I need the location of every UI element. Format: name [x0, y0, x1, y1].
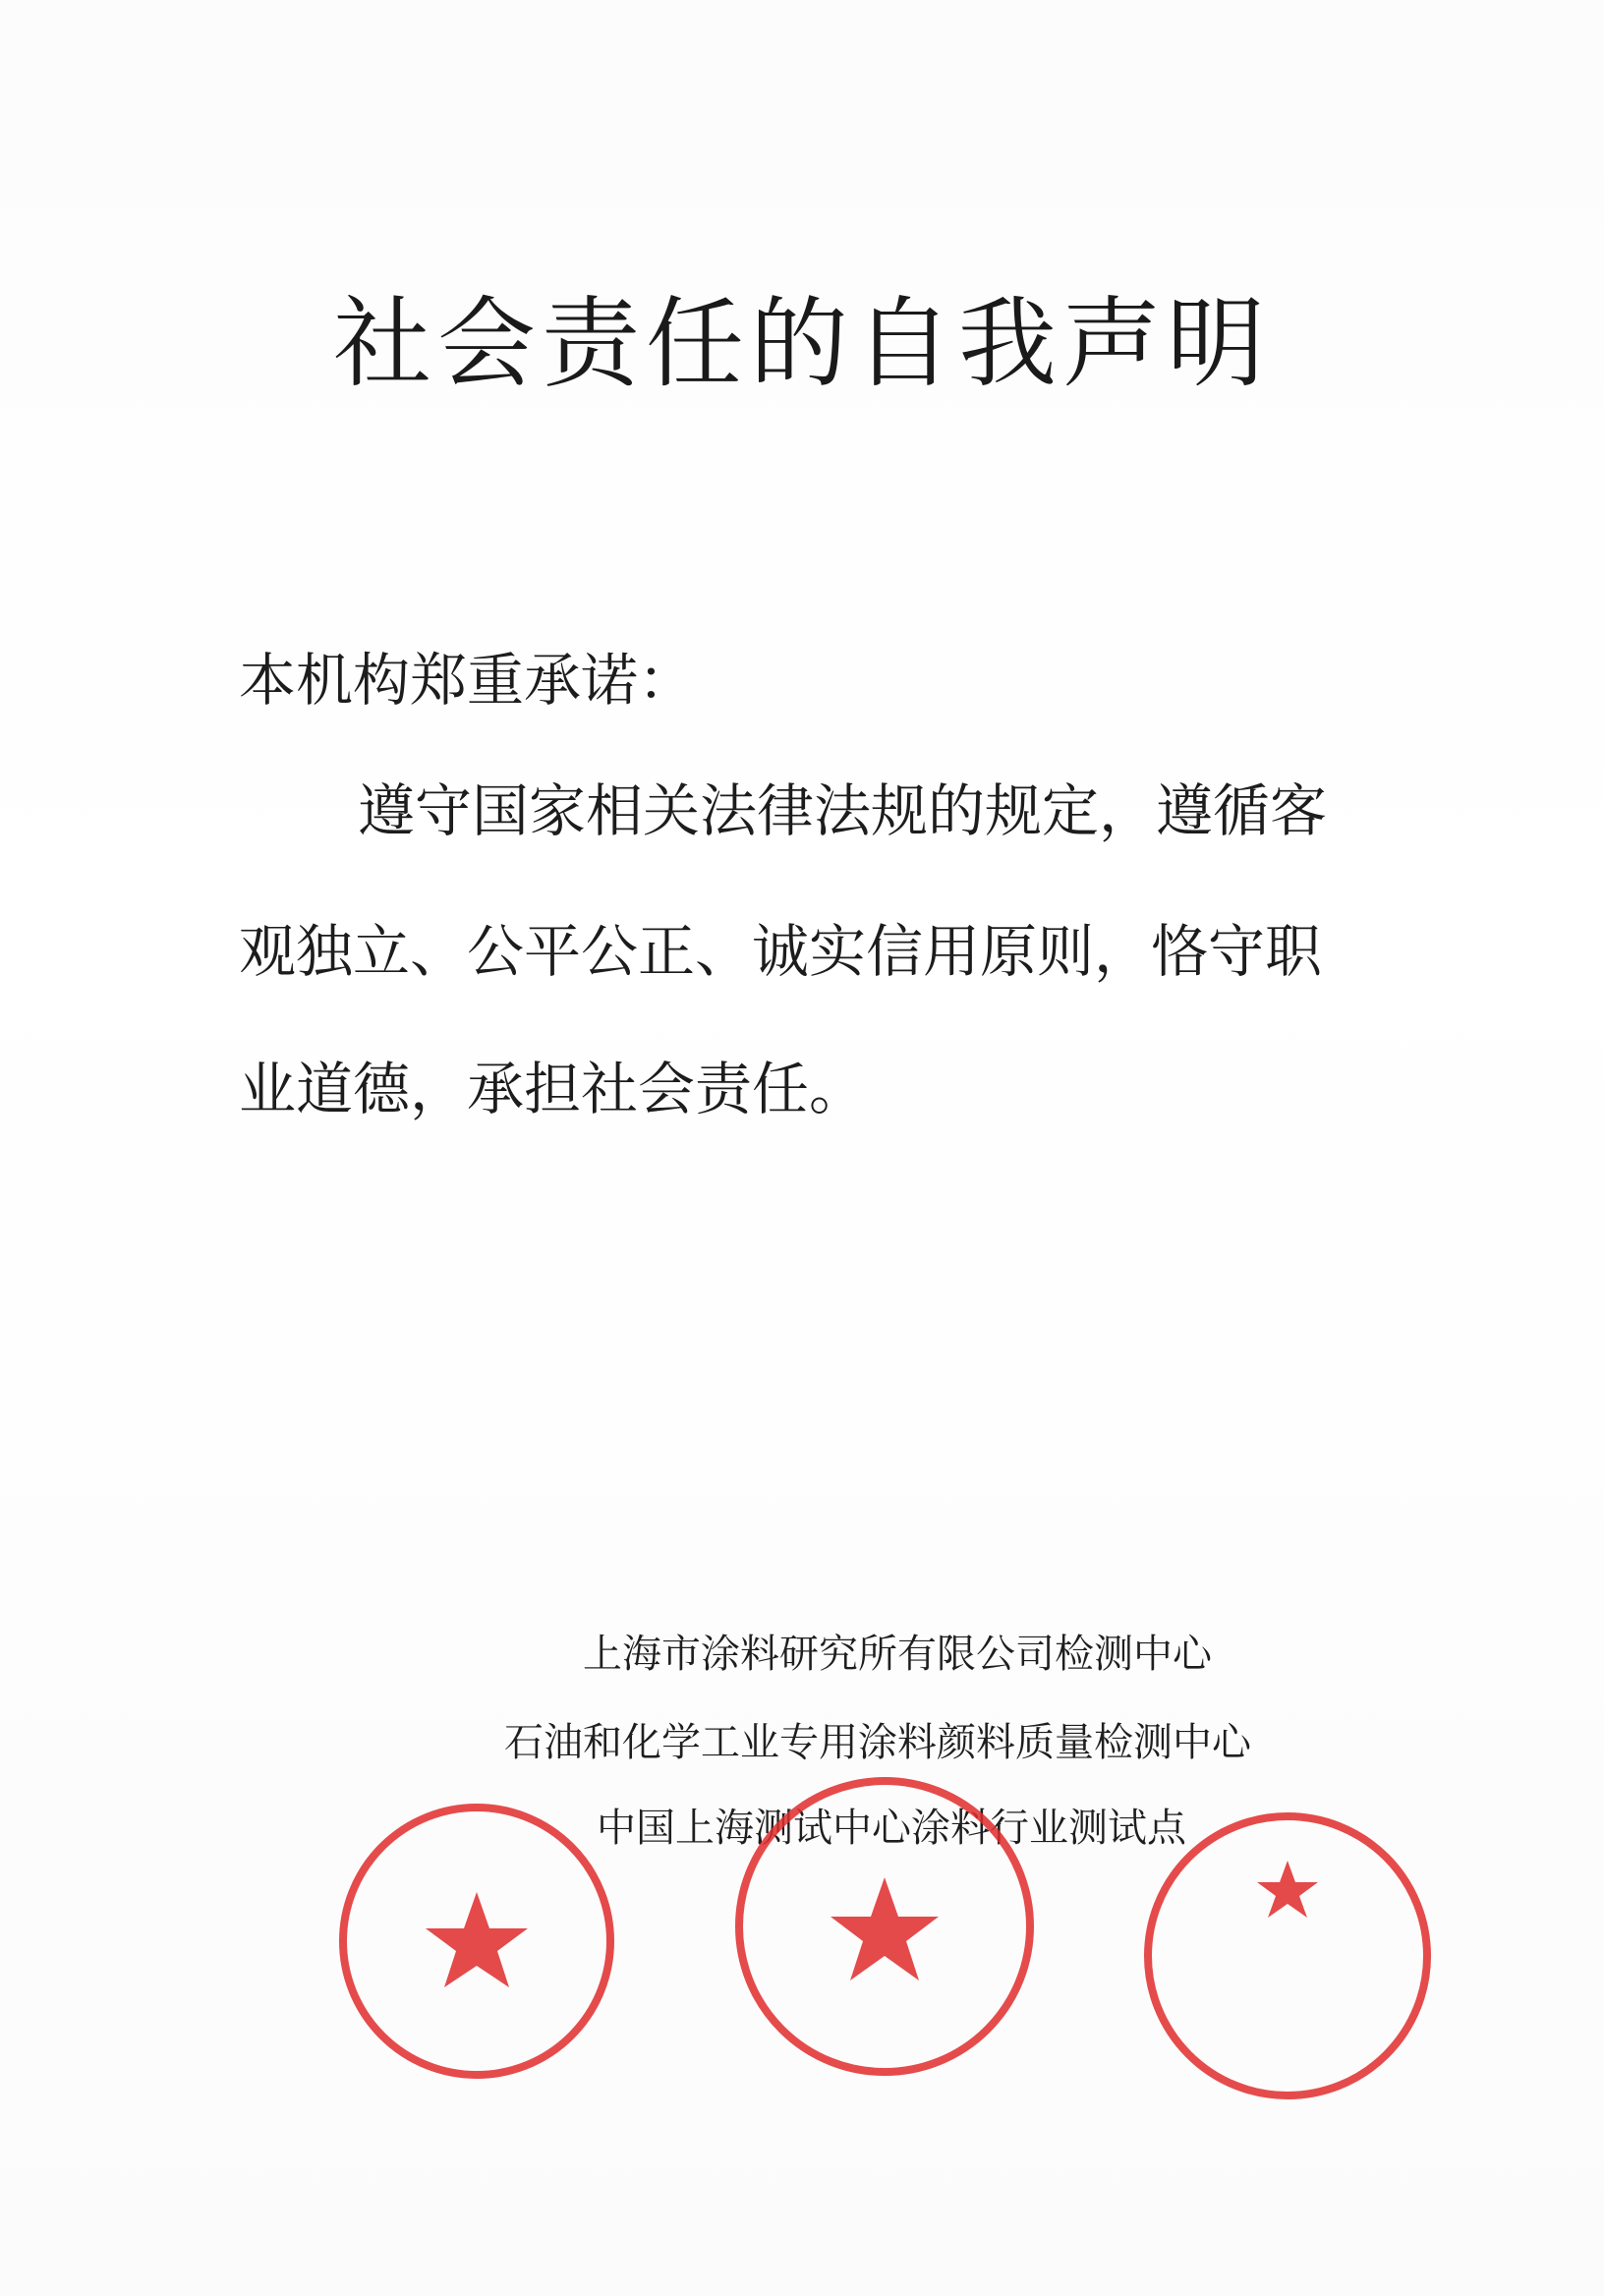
- star-icon: [1257, 1861, 1318, 1918]
- pledge-line-3: 业道德，承担社会责任。: [239, 1056, 867, 1122]
- signature-org-2: 石油和化学工业专用涂料颜料质量检测中心: [504, 1720, 1251, 1765]
- document-title: 社会责任的自我声明: [333, 286, 1271, 401]
- star-icon: [831, 1877, 939, 1980]
- pledge-line-2: 观独立、公平公正、诚实信用原则，恪守职: [239, 918, 1323, 985]
- seal-3: [1148, 1816, 1427, 2095]
- pledge-line-1: 遵守国家相关法律法规的规定，遵循客: [358, 777, 1328, 844]
- star-icon: [426, 1892, 528, 1987]
- pledge-lead: 本机构郑重承诺：: [239, 647, 696, 714]
- signature-org-1: 上海市涂料研究所有限公司检测中心: [583, 1632, 1212, 1677]
- seal-1: [343, 1808, 610, 2075]
- signature-org-3: 中国上海测试中心涂料行业测试点: [597, 1806, 1186, 1851]
